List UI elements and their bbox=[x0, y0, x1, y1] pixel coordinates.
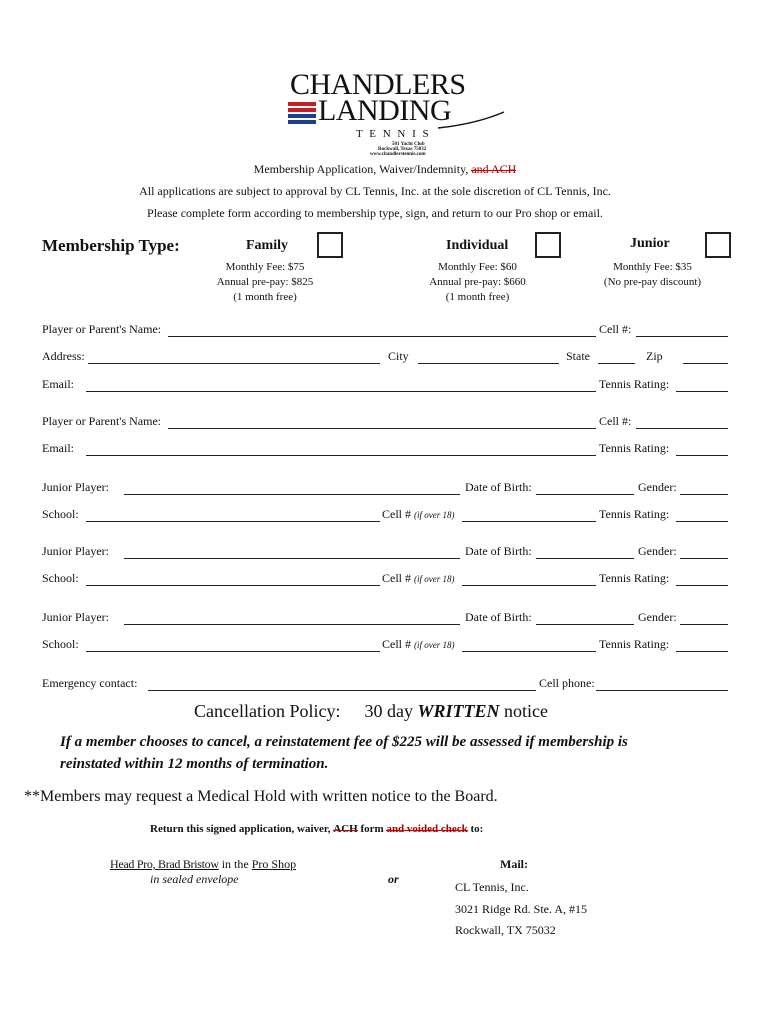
gender-label-3: Gender: bbox=[638, 610, 677, 624]
school-field-2[interactable] bbox=[86, 585, 380, 586]
family-label: Family bbox=[246, 238, 288, 253]
junior-player-label-3: Junior Player: bbox=[42, 610, 109, 624]
mail-line1: CL Tennis, Inc. bbox=[455, 880, 529, 894]
school-label-2: School: bbox=[42, 571, 79, 585]
logo-address2: Rockwall, Texas 75032 bbox=[378, 147, 427, 152]
junior-rating-field-1[interactable] bbox=[676, 521, 728, 522]
cell-phone-field[interactable] bbox=[596, 690, 728, 691]
cancellation-heading bbox=[194, 701, 548, 722]
return-mid: form bbox=[357, 823, 387, 835]
junior-cell-note-2: (if over 18) bbox=[414, 574, 455, 584]
gender-label-2: Gender: bbox=[638, 544, 677, 558]
dob-field-2[interactable] bbox=[536, 558, 634, 559]
school-label-1: School: bbox=[42, 507, 79, 521]
mail-line3: Rockwall, TX 75032 bbox=[455, 923, 556, 937]
tennis-rating-field[interactable] bbox=[676, 391, 728, 392]
junior-player-field-2[interactable] bbox=[124, 558, 460, 559]
tennis-rating-field-2[interactable] bbox=[676, 455, 728, 456]
gender-field-2[interactable] bbox=[680, 558, 728, 559]
junior-cell-text-1: Cell # bbox=[382, 507, 414, 521]
email-field[interactable] bbox=[86, 391, 596, 392]
medical-hold-note: **Members may request a Medical Hold with written notice to the Board. bbox=[24, 788, 498, 805]
membership-type-label: Membership Type: bbox=[42, 236, 180, 255]
junior-cell-note-1: (if over 18) bbox=[414, 510, 455, 520]
approval-note: All applications are subject to approval by CL Tennis, Inc. at the sole discretion of CL Tennis, Inc. bbox=[139, 184, 611, 198]
cell-field-2[interactable] bbox=[636, 428, 728, 429]
junior-player-field-3[interactable] bbox=[124, 624, 460, 625]
city-field[interactable] bbox=[418, 363, 559, 364]
form-title bbox=[0, 162, 770, 177]
dob-label-1: Date of Birth: bbox=[465, 480, 532, 494]
head-pro-in-the: in the bbox=[218, 857, 252, 871]
head-pro-name: Head Pro, Brad Bristow bbox=[110, 857, 219, 871]
junior-cell-field-2[interactable] bbox=[462, 585, 596, 586]
school-field-1[interactable] bbox=[86, 521, 380, 522]
form-title-struck: and ACH bbox=[471, 162, 517, 176]
junior-cell-label-1 bbox=[382, 507, 455, 522]
notice-days: 30 day bbox=[364, 701, 418, 721]
family-note: (1 month free) bbox=[233, 291, 297, 303]
junior-rating-label-1: Tennis Rating: bbox=[599, 507, 670, 521]
junior-checkbox[interactable] bbox=[705, 232, 731, 258]
return-pre: Return this signed application, waiver, bbox=[150, 823, 334, 835]
individual-prepay: Annual pre-pay: $660 bbox=[429, 276, 526, 288]
return-ach-struck: ACH bbox=[333, 823, 358, 835]
head-pro-line bbox=[110, 857, 296, 872]
junior-fee: Monthly Fee: $35 bbox=[613, 261, 692, 273]
cell-field[interactable] bbox=[636, 336, 728, 337]
individual-checkbox[interactable] bbox=[535, 232, 561, 258]
return-post: to: bbox=[467, 823, 484, 835]
player-name-field-2[interactable] bbox=[168, 428, 596, 429]
player-name-label: Player or Parent's Name: bbox=[42, 322, 162, 336]
junior-player-field-1[interactable] bbox=[124, 494, 460, 495]
junior-label: Junior bbox=[630, 236, 670, 251]
mail-line2: 3021 Ridge Rd. Ste. A, #15 bbox=[455, 902, 588, 916]
junior-player-label-1: Junior Player: bbox=[42, 480, 109, 494]
junior-cell-label-3 bbox=[382, 637, 455, 652]
cell-label: Cell #: bbox=[599, 322, 632, 336]
state-label: State bbox=[566, 349, 590, 363]
or-separator: or bbox=[388, 872, 399, 886]
individual-note: (1 month free) bbox=[445, 291, 510, 303]
dob-field-1[interactable] bbox=[536, 494, 634, 495]
state-field[interactable] bbox=[598, 363, 635, 364]
family-fee: Monthly Fee: $75 bbox=[225, 261, 305, 273]
gender-label-1: Gender: bbox=[638, 480, 677, 494]
junior-rating-label-3: Tennis Rating: bbox=[599, 637, 670, 651]
logo-stripes-icon bbox=[288, 102, 316, 128]
junior-cell-text-2: Cell # bbox=[382, 571, 414, 585]
junior-player-label-2: Junior Player: bbox=[42, 544, 109, 558]
dob-field-3[interactable] bbox=[536, 624, 634, 625]
logo-address1: 501 Yacht Club bbox=[392, 142, 425, 147]
junior-rating-label-2: Tennis Rating: bbox=[599, 571, 670, 585]
logo-tennis: T E N N I S bbox=[356, 128, 431, 140]
zip-label: Zip bbox=[646, 349, 663, 363]
junior-prepay: (No pre-pay discount) bbox=[603, 276, 702, 288]
junior-cell-label-2 bbox=[382, 571, 455, 586]
dob-label-3: Date of Birth: bbox=[465, 610, 532, 624]
school-field-3[interactable] bbox=[86, 651, 380, 652]
return-voided-struck: and voided check bbox=[386, 823, 468, 835]
cell-label-2: Cell #: bbox=[599, 414, 632, 428]
family-checkbox[interactable] bbox=[317, 232, 343, 258]
gender-field-3[interactable] bbox=[680, 624, 728, 625]
emergency-contact-field[interactable] bbox=[148, 690, 536, 691]
sealed-envelope-note: in sealed envelope bbox=[150, 872, 239, 886]
junior-cell-note-3: (if over 18) bbox=[414, 640, 455, 650]
mail-label: Mail: bbox=[500, 857, 528, 871]
written-emphasis: WRITTEN bbox=[417, 701, 500, 721]
family-prepay: Annual pre-pay: $825 bbox=[216, 276, 314, 288]
gender-field-1[interactable] bbox=[680, 494, 728, 495]
individual-fee: Monthly Fee: $60 bbox=[438, 261, 517, 273]
junior-cell-text-3: Cell # bbox=[382, 637, 414, 651]
junior-rating-field-2[interactable] bbox=[676, 585, 728, 586]
junior-cell-field-1[interactable] bbox=[462, 521, 596, 522]
player-name-field[interactable] bbox=[168, 336, 596, 337]
junior-rating-field-3[interactable] bbox=[676, 651, 728, 652]
logo-swoosh-icon bbox=[436, 110, 506, 130]
reinstatement-line1: If a member chooses to cancel, a reinstatement fee of $225 will be assessed if membership is bbox=[60, 734, 628, 750]
player-name-label-2: Player or Parent's Name: bbox=[42, 414, 162, 428]
city-label: City bbox=[388, 349, 409, 363]
form-title-text: Membership Application, Waiver/Indemnity, bbox=[253, 162, 472, 176]
email-label: Email: bbox=[42, 377, 74, 391]
cancellation-policy-label: Cancellation Policy: bbox=[194, 701, 341, 721]
notice-word: notice bbox=[499, 701, 548, 721]
logo bbox=[286, 70, 506, 160]
tennis-rating-label-2: Tennis Rating: bbox=[599, 441, 670, 455]
individual-label: Individual bbox=[446, 238, 509, 253]
cell-phone-label: Cell phone: bbox=[539, 676, 595, 690]
email-label-2: Email: bbox=[42, 441, 74, 455]
reinstatement-line2: reinstated within 12 months of termination. bbox=[60, 756, 329, 772]
zip-field[interactable] bbox=[683, 363, 728, 364]
logo-line2: LANDING bbox=[318, 94, 452, 127]
pro-shop-label: Pro Shop bbox=[251, 857, 297, 871]
address-label: Address: bbox=[42, 349, 85, 363]
instructions: Please complete form according to membership type, sign, and return to our Pro shop or email. bbox=[147, 206, 603, 220]
tennis-rating-label: Tennis Rating: bbox=[599, 377, 670, 391]
dob-label-2: Date of Birth: bbox=[465, 544, 532, 558]
email-field-2[interactable] bbox=[86, 455, 596, 456]
junior-cell-field-3[interactable] bbox=[462, 651, 596, 652]
return-instructions bbox=[150, 823, 483, 835]
emergency-contact-label: Emergency contact: bbox=[42, 676, 138, 690]
logo-address3: www.chandlerstennis.com bbox=[370, 152, 426, 157]
address-field[interactable] bbox=[88, 363, 380, 364]
school-label-3: School: bbox=[42, 637, 79, 651]
logo-line1: CHANDLERS bbox=[290, 68, 466, 101]
